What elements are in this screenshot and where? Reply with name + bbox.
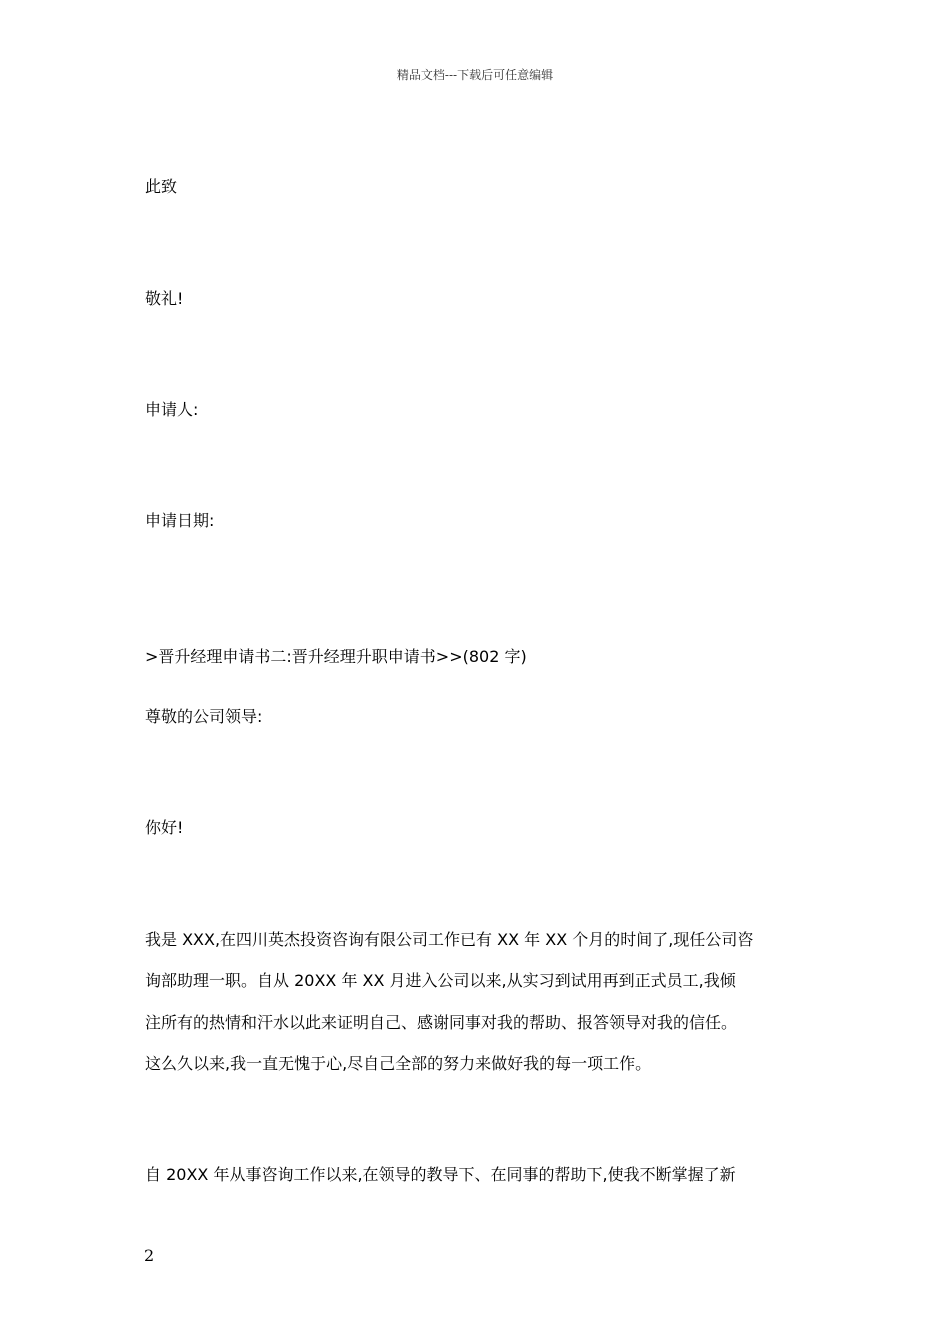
paragraph-2-line: 自 20XX 年从事咨询工作以来,在领导的教导下、在同事的帮助下,使我不断掌握了新 [145,1165,736,1184]
paragraph-1-line: 我是 XXX,在四川英杰投资咨询有限公司工作已有 XX 年 XX 个月的时间了,现任公司咨 [145,930,754,949]
page-number: 2 [144,1246,155,1265]
regards-line: 敬礼! [145,289,184,308]
date-line: 申请日期: [145,511,215,530]
salutation-line: 尊敬的公司领导: [145,707,263,726]
section-title: >晋升经理申请书二:晋升经理升职申请书>>(802 字) [145,647,527,666]
applicant-line: 申请人: [145,400,199,419]
page-header: 精品文档---下载后可任意编辑 [396,68,554,82]
paragraph-1-line: 询部助理一职。自从 20XX 年 XX 月进入公司以来,从实习到试用再到正式员工,我倾 [145,971,736,990]
greeting-line: 你好! [145,818,184,837]
paragraph-1-line: 这么久以来,我一直无愧于心,尽自己全部的努力来做好我的每一项工作。 [145,1054,652,1073]
closing-line: 此致 [145,177,178,196]
paragraph-1-line: 注所有的热情和汗水以此来证明自己、感谢同事对我的帮助、报答领导对我的信任。 [145,1013,738,1032]
